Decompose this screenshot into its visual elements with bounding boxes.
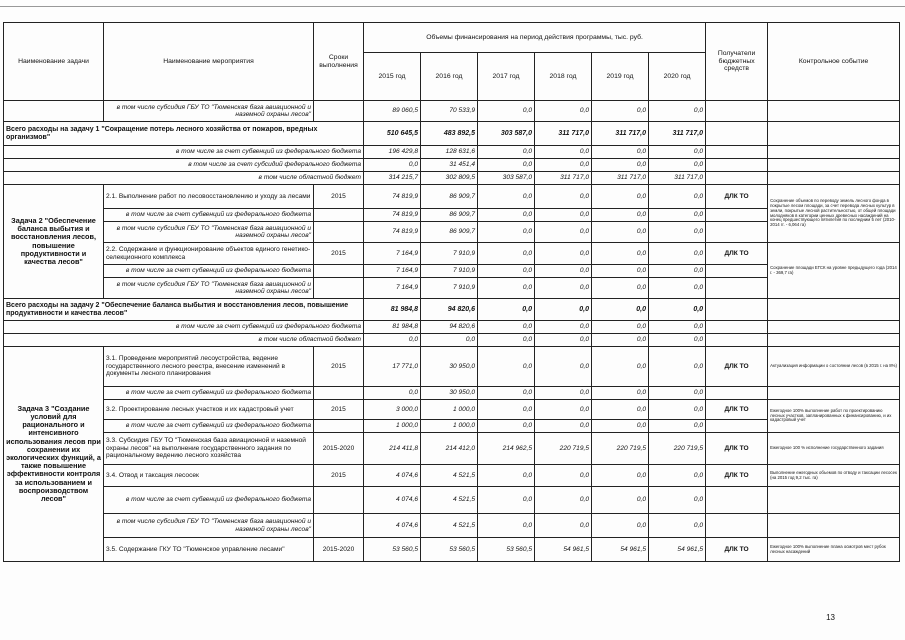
value-cell: 74 819,9 <box>364 185 421 209</box>
value-cell: 0,0 <box>649 400 706 420</box>
value-cell: 53 560,5 <box>478 538 535 562</box>
table-row <box>4 222 900 243</box>
value-cell: 86 909,7 <box>421 185 478 209</box>
table-row <box>4 209 900 222</box>
value-cell: 4 074,6 <box>364 514 421 538</box>
value-cell: 303 587,0 <box>478 172 535 185</box>
row-label: в том числе субсидия ГБУ ТО "Тюменская база авиационной и наземной охраны лесов" <box>104 222 314 243</box>
value-cell: 0,0 <box>592 159 649 172</box>
value-cell: 0,0 <box>478 101 535 122</box>
row-label: Всего расходы на задачу 1 "Сокращение потерь лесного хозяйства от пожаров, вредных организмов" <box>4 122 364 146</box>
value-cell: 0,0 <box>649 299 706 321</box>
value-cell: 0,0 <box>592 265 649 278</box>
value-cell: 0,0 <box>478 347 535 387</box>
value-cell: 7 164,9 <box>364 265 421 278</box>
control-event-cell: Выполнение ежегодных объемов по отводу и таксации лесосек (на 2015 год 9,2 тыс. га) <box>768 465 900 487</box>
control-event-cell: Сохранение площади ЕГСК на уровне предыдущего года (2014 г. - 369,7 га) <box>768 243 900 299</box>
value-cell: 81 984,8 <box>364 321 421 334</box>
value-cell: 4 521,5 <box>421 487 478 514</box>
header-year: 2019 год <box>592 53 649 101</box>
value-cell: 0,0 <box>592 321 649 334</box>
table-row <box>4 420 900 433</box>
value-cell: 0,0 <box>364 334 421 347</box>
table-row <box>4 278 900 299</box>
value-cell: 0,0 <box>478 185 535 209</box>
value-cell: 303 587,0 <box>478 122 535 146</box>
table-row <box>4 321 900 334</box>
row-label: в том числе за счет субвенций из федерального бюджета <box>104 209 314 222</box>
value-cell: 4 521,5 <box>421 514 478 538</box>
value-cell: 0,0 <box>592 299 649 321</box>
value-cell: 0,0 <box>478 487 535 514</box>
funding-table <box>3 22 900 562</box>
table-row <box>4 347 900 387</box>
row-label: 3.5. Содержание ГКУ ТО "Тюменское управление лесами" <box>104 538 314 562</box>
value-cell: 311 717,0 <box>592 172 649 185</box>
value-cell: 0,0 <box>649 209 706 222</box>
row-label: в том числе за счет субвенций из федерального бюджета <box>104 420 314 433</box>
value-cell: 30 950,0 <box>421 347 478 387</box>
value-cell: 0,0 <box>592 420 649 433</box>
value-cell: 0,0 <box>649 222 706 243</box>
value-cell: 0,0 <box>535 278 592 299</box>
term-cell: 2015-2020 <box>314 538 364 562</box>
row-label: 2.1. Выполнение работ по лесовосстановлению и уходу за лесами <box>104 185 314 209</box>
value-cell: 0,0 <box>535 243 592 265</box>
row-label: в том числе субсидия ГБУ ТО "Тюменская база авиационной и наземной охраны лесов" <box>104 278 314 299</box>
value-cell: 7 164,9 <box>364 278 421 299</box>
value-cell: 0,0 <box>478 243 535 265</box>
value-cell: 0,0 <box>535 159 592 172</box>
value-cell: 0,0 <box>535 387 592 400</box>
value-cell: 3 000,0 <box>364 400 421 420</box>
table-row <box>4 243 900 265</box>
value-cell: 74 819,9 <box>364 209 421 222</box>
value-cell: 0,0 <box>478 420 535 433</box>
value-cell: 0,0 <box>535 465 592 487</box>
value-cell: 0,0 <box>478 321 535 334</box>
value-cell: 214 412,0 <box>421 433 478 465</box>
value-cell: 311 717,0 <box>535 122 592 146</box>
value-cell: 0,0 <box>535 185 592 209</box>
value-cell: 483 892,5 <box>421 122 478 146</box>
value-cell: 0,0 <box>649 334 706 347</box>
value-cell: 0,0 <box>535 299 592 321</box>
row-label: 2.2. Содержание и функционирование объектов единого генетико-селекционного комплекса <box>104 243 314 265</box>
value-cell: 220 719,5 <box>592 433 649 465</box>
task-3-cell: Задача 3 "Создание условий для рационального и интенсивного использования лесов при сохранении их экологических функций, а также повышение эффективности контроля за использованием и воспроизводством лесов" <box>4 347 104 562</box>
table-row <box>4 159 900 172</box>
row-label: в том числе за счет субвенций из федерального бюджета <box>4 146 364 159</box>
header-recipients: Получатели бюджетных средств <box>706 23 768 101</box>
value-cell: 0,0 <box>592 243 649 265</box>
term-cell: 2015 <box>314 243 364 265</box>
value-cell: 89 060,5 <box>364 101 421 122</box>
value-cell: 0,0 <box>535 487 592 514</box>
value-cell: 0,0 <box>535 514 592 538</box>
value-cell: 0,0 <box>535 334 592 347</box>
value-cell: 0,0 <box>478 146 535 159</box>
table-row <box>4 172 900 185</box>
value-cell: 214 962,5 <box>478 433 535 465</box>
table-row <box>4 387 900 400</box>
table-row <box>4 433 900 465</box>
value-cell: 94 820,6 <box>421 321 478 334</box>
table-row <box>4 122 900 146</box>
value-cell: 0,0 <box>649 487 706 514</box>
value-cell: 0,0 <box>649 159 706 172</box>
header-year: 2018 год <box>535 53 592 101</box>
value-cell: 0,0 <box>478 209 535 222</box>
value-cell: 54 961,5 <box>592 538 649 562</box>
header-year: 2016 год <box>421 53 478 101</box>
value-cell: 0,0 <box>592 146 649 159</box>
control-event-cell: Актуализация информации о состоянии лесов (в 2015 г. на 8%) <box>768 347 900 387</box>
value-cell: 0,0 <box>592 487 649 514</box>
value-cell: 86 909,7 <box>421 222 478 243</box>
value-cell: 0,0 <box>364 387 421 400</box>
value-cell: 314 215,7 <box>364 172 421 185</box>
value-cell: 0,0 <box>421 334 478 347</box>
term-cell: 2015 <box>314 185 364 209</box>
table-row <box>4 487 900 514</box>
value-cell: 1 000,0 <box>421 420 478 433</box>
table-row <box>4 299 900 321</box>
control-event-cell: Ежегодное 100% выполнение работ по проектированию лесных участков, запланированных к финансированию, и их кадастровый учет <box>768 400 900 433</box>
value-cell: 7 910,9 <box>421 278 478 299</box>
value-cell: 0,0 <box>649 243 706 265</box>
value-cell: 0,0 <box>592 514 649 538</box>
row-label: в том числе областной бюджет <box>4 172 364 185</box>
value-cell: 7 164,9 <box>364 243 421 265</box>
row-label: в том числе субсидия ГБУ ТО "Тюменская база авиационной и наземной охраны лесов" <box>104 101 314 122</box>
row-label: 3.2. Проектирование лесных участков и их кадастровый учет <box>104 400 314 420</box>
value-cell: 0,0 <box>592 347 649 387</box>
value-cell: 311 717,0 <box>592 122 649 146</box>
value-cell: 0,0 <box>535 265 592 278</box>
value-cell: 0,0 <box>592 465 649 487</box>
recipient-cell: ДЛК ТО <box>706 433 768 465</box>
control-event-cell: Ежегодное 100 % исполнение государственного задания <box>768 433 900 465</box>
value-cell: 53 560,5 <box>364 538 421 562</box>
value-cell: 311 717,0 <box>535 172 592 185</box>
table-row <box>4 400 900 420</box>
header-control: Контрольное событие <box>768 23 900 101</box>
value-cell: 53 560,5 <box>421 538 478 562</box>
value-cell: 128 631,6 <box>421 146 478 159</box>
value-cell: 0,0 <box>535 321 592 334</box>
value-cell: 0,0 <box>649 278 706 299</box>
value-cell: 74 819,9 <box>364 222 421 243</box>
value-cell: 1 000,0 <box>421 400 478 420</box>
top-edge-line <box>0 6 905 7</box>
row-label: 3.4. Отвод и таксация лесосек <box>104 465 314 487</box>
table-row <box>4 146 900 159</box>
value-cell: 0,0 <box>535 400 592 420</box>
value-cell: 0,0 <box>478 278 535 299</box>
value-cell: 0,0 <box>592 387 649 400</box>
value-cell: 0,0 <box>649 101 706 122</box>
value-cell: 81 984,8 <box>364 299 421 321</box>
value-cell: 0,0 <box>592 101 649 122</box>
control-event-cell: Ежегодное 100% выполнение плана осмотров мест рубок лесных насаждений <box>768 538 900 562</box>
table-row <box>4 538 900 562</box>
table-row <box>4 101 900 122</box>
table-row <box>4 514 900 538</box>
value-cell: 4 521,5 <box>421 465 478 487</box>
value-cell: 0,0 <box>478 299 535 321</box>
row-label: 3.1. Проведение мероприятий лесоустройства, ведение государственного лесного реестра, внесение изменений в документы лесного планирования <box>104 347 314 387</box>
value-cell: 54 961,5 <box>649 538 706 562</box>
header-terms: Сроки выполнения <box>314 23 364 101</box>
term-cell: 2015 <box>314 347 364 387</box>
value-cell: 0,0 <box>478 465 535 487</box>
value-cell: 86 909,7 <box>421 209 478 222</box>
value-cell: 0,0 <box>364 159 421 172</box>
value-cell: 0,0 <box>649 420 706 433</box>
value-cell: 30 950,0 <box>421 387 478 400</box>
value-cell: 214 411,8 <box>364 433 421 465</box>
value-cell: 510 645,5 <box>364 122 421 146</box>
value-cell: 220 719,5 <box>649 433 706 465</box>
value-cell: 0,0 <box>592 400 649 420</box>
value-cell: 31 451,4 <box>421 159 478 172</box>
value-cell: 0,0 <box>535 222 592 243</box>
row-label: Всего расходы на задачу 2 "Обеспечение баланса выбытия и восстановления лесов, повышение продуктивности и качества лесов" <box>4 299 364 321</box>
term-cell: 2015 <box>314 400 364 420</box>
value-cell: 0,0 <box>592 222 649 243</box>
value-cell: 1 000,0 <box>364 420 421 433</box>
row-label: 3.3. Субсидия ГБУ ТО "Тюменская база авиационной и наземной охраны лесов" на выполнение государственного задания по рациональному ведению лесного хозяйства <box>104 433 314 465</box>
table-row <box>4 185 900 209</box>
value-cell: 7 910,9 <box>421 265 478 278</box>
task-2-cell: Задача 2 "Обеспечение баланса выбытия и восстановления лесов, повышение продуктивности и качества лесов" <box>4 185 104 299</box>
header-year: 2015 год <box>364 53 421 101</box>
value-cell: 70 533,9 <box>421 101 478 122</box>
value-cell: 0,0 <box>535 420 592 433</box>
table-row <box>4 265 900 278</box>
value-cell: 0,0 <box>535 101 592 122</box>
value-cell: 311 717,0 <box>649 172 706 185</box>
row-label: в том числе за счет субвенций из федерального бюджета <box>104 265 314 278</box>
value-cell: 0,0 <box>478 334 535 347</box>
value-cell: 0,0 <box>535 209 592 222</box>
row-label: в том числе за счет субвенций из федерального бюджета <box>104 487 314 514</box>
value-cell: 0,0 <box>478 159 535 172</box>
value-cell: 0,0 <box>592 185 649 209</box>
value-cell: 17 771,0 <box>364 347 421 387</box>
header-activity: Наименование мероприятия <box>104 23 314 101</box>
row-label: в том числе субсидия ГБУ ТО "Тюменская база авиационной и наземной охраны лесов" <box>104 514 314 538</box>
value-cell: 0,0 <box>649 146 706 159</box>
value-cell: 311 717,0 <box>649 122 706 146</box>
value-cell: 0,0 <box>649 387 706 400</box>
value-cell: 0,0 <box>649 321 706 334</box>
row-label: в том числе за счет субвенций из федерального бюджета <box>4 321 364 334</box>
recipient-cell: ДЛК ТО <box>706 400 768 420</box>
recipient-cell: ДЛК ТО <box>706 185 768 209</box>
value-cell: 0,0 <box>649 465 706 487</box>
value-cell: 4 074,6 <box>364 487 421 514</box>
value-cell: 0,0 <box>478 387 535 400</box>
control-event-cell: Сохранение объемов по переводу земель лесного фонда в покрытые лесом площади, за счет перевода лесных культур в земли, покрытые лесной растительностью, от общей площади молодняков в категории ценных древесных насаждений на конец предшествующего пятилетия по последним 5 лет (2010-2014 гг. - 6,064 га) <box>768 185 900 243</box>
row-label: в том числе за счет субвенций из федерального бюджета <box>104 387 314 400</box>
term-cell: 2015-2020 <box>314 433 364 465</box>
value-cell: 0,0 <box>535 347 592 387</box>
recipient-cell: ДЛК ТО <box>706 538 768 562</box>
table-row <box>4 465 900 487</box>
recipient-cell: ДЛК ТО <box>706 465 768 487</box>
value-cell: 0,0 <box>535 146 592 159</box>
value-cell: 0,0 <box>478 265 535 278</box>
table-row <box>4 334 900 347</box>
header-year: 2017 год <box>478 53 535 101</box>
value-cell: 0,0 <box>649 185 706 209</box>
row-label: в том числе областной бюджет <box>4 334 364 347</box>
value-cell: 220 719,5 <box>535 433 592 465</box>
value-cell: 0,0 <box>478 222 535 243</box>
header-year: 2020 год <box>649 53 706 101</box>
value-cell: 0,0 <box>478 514 535 538</box>
value-cell: 0,0 <box>649 265 706 278</box>
value-cell: 0,0 <box>592 278 649 299</box>
term-cell: 2015 <box>314 465 364 487</box>
value-cell: 7 910,9 <box>421 243 478 265</box>
value-cell: 94 820,6 <box>421 299 478 321</box>
value-cell: 196 429,8 <box>364 146 421 159</box>
value-cell: 0,0 <box>649 347 706 387</box>
header-task: Наименование задачи <box>4 23 104 101</box>
value-cell: 0,0 <box>478 400 535 420</box>
value-cell: 4 074,6 <box>364 465 421 487</box>
value-cell: 0,0 <box>592 334 649 347</box>
value-cell: 0,0 <box>592 209 649 222</box>
recipient-cell: ДЛК ТО <box>706 347 768 387</box>
row-label: в том числе за счет субсидий федерального бюджета <box>4 159 364 172</box>
page-number: 13 <box>826 613 835 622</box>
value-cell: 0,0 <box>649 514 706 538</box>
recipient-cell: ДЛК ТО <box>706 243 768 265</box>
value-cell: 302 809,5 <box>421 172 478 185</box>
header-funding: Объемы финансирования на период действия программы, тыс. руб. <box>364 23 706 53</box>
value-cell: 54 961,5 <box>535 538 592 562</box>
